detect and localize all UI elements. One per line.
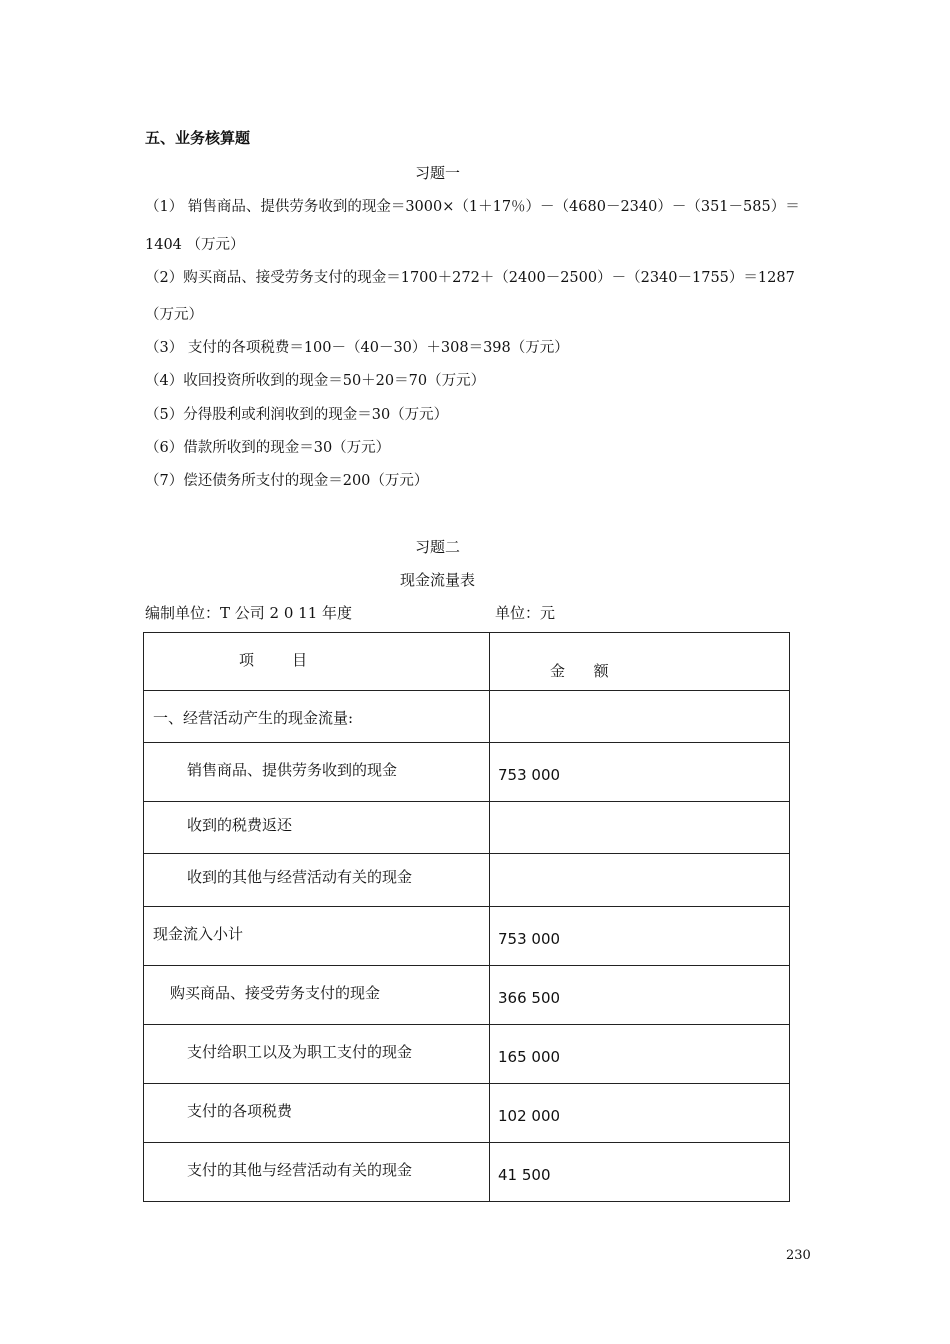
- unit-label: 单位：元: [495, 604, 556, 622]
- row-amount: 366 500: [498, 989, 561, 1007]
- row-item: 支付给职工以及为职工支付的现金: [187, 1043, 413, 1061]
- table-row: [144, 1143, 790, 1202]
- row-amount: [490, 854, 789, 877]
- section-title: 五、业务核算题: [145, 129, 251, 147]
- exercise-1-line: （3） 支付的各项税费＝100－（40－30）＋308＝398（万元）: [145, 340, 569, 356]
- table-row: [144, 966, 790, 1025]
- header-item: 项 目: [239, 651, 308, 669]
- exercise-1-line: （5）分得股利或利润收到的现金＝30（万元）: [145, 407, 449, 423]
- exercise-1-line: （7）偿还债务所支付的现金＝200（万元）: [145, 473, 429, 489]
- exercise-1-line: （万元）: [145, 307, 203, 323]
- cash-flow-table: [143, 632, 790, 1202]
- exercise-1-line: （1） 销售商品、提供劳务收到的现金＝3000×（1＋17％）－（4680－2340）－（351－585）＝: [145, 199, 800, 215]
- row-item: 现金流入小计: [153, 925, 244, 943]
- table-row: [144, 1084, 790, 1143]
- exercise-1-line: 1404 （万元）: [145, 237, 245, 253]
- row-item: 购买商品、接受劳务支付的现金: [170, 984, 381, 1002]
- row-item: 销售商品、提供劳务收到的现金: [187, 761, 398, 779]
- table-header-row: [144, 633, 790, 691]
- exercise-1-line: （6）借款所收到的现金＝30（万元）: [145, 440, 391, 456]
- row-amount: [490, 802, 789, 825]
- row-item: 支付的其他与经营活动有关的现金: [187, 1161, 413, 1179]
- row-amount: 753 000: [498, 766, 561, 784]
- row-amount: 41 500: [498, 1166, 551, 1184]
- row-amount: 753 000: [498, 930, 561, 948]
- row-amount: 102 000: [498, 1107, 561, 1125]
- row-item: 收到的其他与经营活动有关的现金: [187, 868, 413, 886]
- table-row: [144, 743, 790, 802]
- exercise-2-title: 习题二: [414, 538, 460, 556]
- table-row: [144, 854, 790, 907]
- header-amount: 金 额: [550, 662, 609, 680]
- exercise-1-line: （4）收回投资所收到的现金＝50＋20＝70（万元）: [145, 373, 486, 389]
- row-amount: [490, 691, 789, 714]
- row-item: 支付的各项税费: [187, 1102, 293, 1120]
- exercise-1-line: （2）购买商品、接受劳务支付的现金＝1700＋272＋（2400－2500）－（2340－1755）＝1287: [145, 270, 795, 286]
- table-row: [144, 907, 790, 966]
- table-row: [144, 802, 790, 854]
- prepared-by: 编制单位：T 公司 2 0 11 年度: [145, 604, 353, 622]
- row-item: 一、经营活动产生的现金流量:: [153, 709, 354, 727]
- table-title: 现金流量表: [399, 571, 475, 589]
- page-number: 230: [786, 1248, 811, 1263]
- row-item: 收到的税费返还: [187, 816, 293, 834]
- exercise-1-title: 习题一: [414, 164, 460, 182]
- row-amount: 165 000: [498, 1048, 561, 1066]
- table-row: [144, 1025, 790, 1084]
- table-row: [144, 691, 790, 743]
